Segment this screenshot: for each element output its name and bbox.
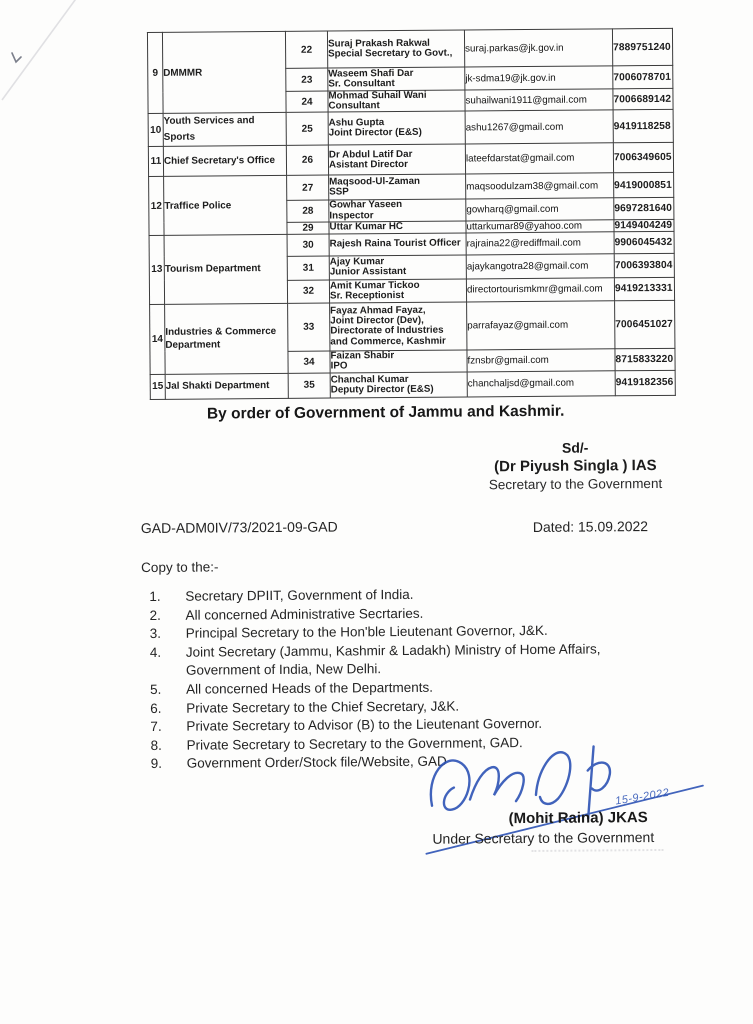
serial-cell: 35 bbox=[288, 373, 330, 398]
table-row bbox=[150, 300, 675, 352]
serial-cell: 24 bbox=[286, 91, 328, 113]
serial-cell: 29 bbox=[287, 222, 329, 234]
serial-cell: 34 bbox=[288, 351, 330, 373]
officer-name-cell: Ashu Gupta Joint Director (E&S) bbox=[328, 111, 465, 145]
officer-name-cell: Waseem Shafi Dar Sr. Consultant bbox=[328, 67, 465, 91]
email-cell: suraj.parkas@jk.gov.in bbox=[464, 29, 612, 67]
email-cell: fznsbr@gmail.com bbox=[467, 349, 615, 372]
table-row bbox=[148, 110, 673, 147]
list-item-number: 7. bbox=[150, 719, 162, 735]
dept-name-cell: Chief Secretary's Office bbox=[163, 146, 286, 177]
sd-line: Sd/- bbox=[561, 439, 589, 456]
email-cell: rajraina22@rediffmail.com bbox=[466, 232, 614, 255]
officer-name-cell: Suraj Prakash Rakwal Special Secretary to Govt., bbox=[327, 30, 464, 68]
officer-name-cell: Ajay Kumar Junior Assistant bbox=[329, 255, 466, 280]
email-cell: uttarkumar89@yahoo.com bbox=[466, 220, 614, 233]
serial-cell: 25 bbox=[286, 112, 328, 145]
officer-name-cell: Dr Abdul Latif Dar Asistant Director bbox=[328, 144, 465, 175]
email-cell: ajaykangotra28@gmail.com bbox=[466, 254, 614, 279]
table-row bbox=[150, 370, 675, 399]
reference-number: GAD-ADM0IV/73/2021-09-GAD bbox=[140, 518, 338, 537]
phone-cell: 9149404249 bbox=[614, 219, 673, 232]
serial-cell: 22 bbox=[285, 31, 327, 68]
dept-number-cell: 15 bbox=[150, 374, 165, 399]
dept-number-cell: 13 bbox=[149, 235, 165, 304]
phone-cell: 7006393804 bbox=[614, 253, 674, 277]
phone-cell: 9419182356 bbox=[615, 370, 675, 395]
phone-cell: 7006078701 bbox=[613, 65, 673, 88]
dept-name-cell: Industries & Commerce Department bbox=[165, 303, 289, 374]
email-cell: maqsoodulzam38@gmail.com bbox=[466, 173, 614, 199]
list-item-text: Joint Secretary (Jammu, Kashmir & Ladakh) Ministry of Home Affairs, Government of India, New Delhi. bbox=[185, 641, 601, 679]
serial-cell: 32 bbox=[287, 280, 329, 303]
list-item-text: Private Secretary to Secretary to the Government, GAD. bbox=[186, 734, 523, 753]
list-item-text: Private Secretary to the Chief Secretary, J&K. bbox=[186, 698, 460, 716]
list-item-number: 9. bbox=[150, 756, 163, 772]
list-item-text: All concerned Administrative Secrtaries. bbox=[185, 605, 424, 623]
dept-number-cell: 10 bbox=[148, 114, 163, 147]
phone-cell: 9419000851 bbox=[614, 173, 674, 198]
list-item-number: 4. bbox=[149, 644, 162, 660]
table-row bbox=[148, 143, 673, 177]
dept-number-cell: 14 bbox=[150, 304, 166, 374]
phone-cell: 9697281640 bbox=[614, 198, 674, 220]
list-item-text: Secretary DPIIT, Government of India. bbox=[185, 586, 414, 604]
list-item-number: 2. bbox=[149, 607, 161, 623]
email-cell: suhailwani1911@gmail.com bbox=[465, 89, 613, 112]
phone-cell: 7006349605 bbox=[613, 143, 673, 173]
copy-to-heading: Copy to the:- bbox=[141, 559, 219, 576]
handwritten-date: 15-9-2022 bbox=[614, 786, 671, 808]
signatory-name: (Dr Piyush Singla ) IAS bbox=[494, 456, 657, 476]
serial-cell: 23 bbox=[286, 68, 328, 91]
serial-cell: 33 bbox=[288, 303, 330, 351]
officer-name-cell: Faizan Shabir IPO bbox=[330, 350, 467, 373]
dept-number-cell: 11 bbox=[148, 147, 163, 177]
serial-cell: 27 bbox=[287, 175, 329, 200]
dept-name-cell: Youth Services and Sports bbox=[163, 113, 286, 147]
serial-cell: 28 bbox=[287, 200, 329, 222]
list-item-number: 1. bbox=[149, 588, 161, 604]
dept-number-cell: 9 bbox=[147, 32, 163, 114]
email-cell: parrafayaz@gmail.com bbox=[467, 301, 615, 350]
list-item-number: 6. bbox=[150, 700, 162, 716]
officer-name-cell: Maqsood-Ul-Zaman SSP bbox=[329, 174, 466, 200]
officer-name-cell: Fayaz Ahmad Fayaz, Joint Director (Dev), Directorate of Industries and Commerce, Kashmir bbox=[330, 302, 467, 351]
email-cell: gowharq@gmail.com bbox=[466, 198, 614, 221]
phone-cell: 9419118258 bbox=[613, 110, 673, 143]
list-item-number: 5. bbox=[150, 681, 162, 697]
serial-cell: 26 bbox=[286, 145, 328, 175]
dated-line: Dated: 15.09.2022 bbox=[532, 518, 649, 535]
under-secretary-title: Under Secretary to the Government bbox=[432, 829, 655, 847]
dept-number-cell: 12 bbox=[149, 177, 164, 236]
dept-name-cell: Traffice Police bbox=[164, 176, 287, 235]
phone-cell: 9419213331 bbox=[614, 277, 674, 300]
officer-name-cell: Amit Kumar Tickoo Sr. Receptionist bbox=[329, 279, 466, 303]
serial-cell: 30 bbox=[287, 234, 329, 256]
phone-cell: 7006451027 bbox=[615, 300, 675, 348]
officer-name-cell: Gowhar Yaseen Inspector bbox=[329, 199, 466, 221]
email-cell: jk-sdma19@jk.gov.in bbox=[465, 66, 613, 90]
officer-name-cell: Chanchal Kumar Deputy Director (E&S) bbox=[330, 372, 467, 398]
officer-name-cell: Rajesh Raina Tourist Officer bbox=[329, 233, 466, 256]
under-secretary-name: (Mohit Raina) JKAS bbox=[508, 809, 648, 828]
list-item-text: Private Secretary to Advisor (B) to the Lieutenant Governor. bbox=[186, 716, 543, 734]
by-order-line: By order of Government of Jammu and Kashmir. bbox=[206, 402, 565, 423]
phone-cell: 7889751240 bbox=[612, 28, 672, 65]
officers-contact-table bbox=[147, 28, 676, 400]
signatory-title: Secretary to the Government bbox=[488, 475, 663, 493]
phone-cell: 9906045432 bbox=[614, 231, 674, 253]
signatory-block bbox=[465, 439, 685, 493]
list-item-text: Government Order/Stock file/Website, GAD bbox=[186, 753, 447, 772]
dept-name-cell: Tourism Department bbox=[164, 234, 288, 304]
serial-cell: 31 bbox=[287, 256, 329, 280]
list-item-number: 3. bbox=[149, 626, 161, 642]
list-item-text: Principal Secretary to the Hon'ble Lieutenant Governor, J&K. bbox=[185, 623, 548, 641]
list-item-number: 8. bbox=[150, 737, 162, 753]
email-cell: lateefdarstat@gmail.com bbox=[465, 143, 613, 174]
officer-name-cell: Mohmad Suhail Wani Consultant bbox=[328, 90, 465, 112]
list-item bbox=[150, 640, 630, 681]
dept-name-cell: Jal Shakti Department bbox=[165, 373, 288, 399]
phone-cell: 7006689142 bbox=[613, 88, 673, 110]
phone-cell: 8715833220 bbox=[615, 348, 675, 370]
email-cell: directortourismkmr@gmail.com bbox=[466, 278, 614, 302]
officer-name-cell: Uttar Kumar HC bbox=[329, 221, 466, 234]
email-cell: ashu1267@gmail.com bbox=[465, 110, 613, 144]
dept-name-cell: DMMMR bbox=[162, 31, 286, 113]
email-cell: chanchaljsd@gmail.com bbox=[467, 371, 615, 397]
list-item-text: All concerned Heads of the Departments. bbox=[186, 679, 434, 697]
table-row bbox=[147, 28, 672, 69]
